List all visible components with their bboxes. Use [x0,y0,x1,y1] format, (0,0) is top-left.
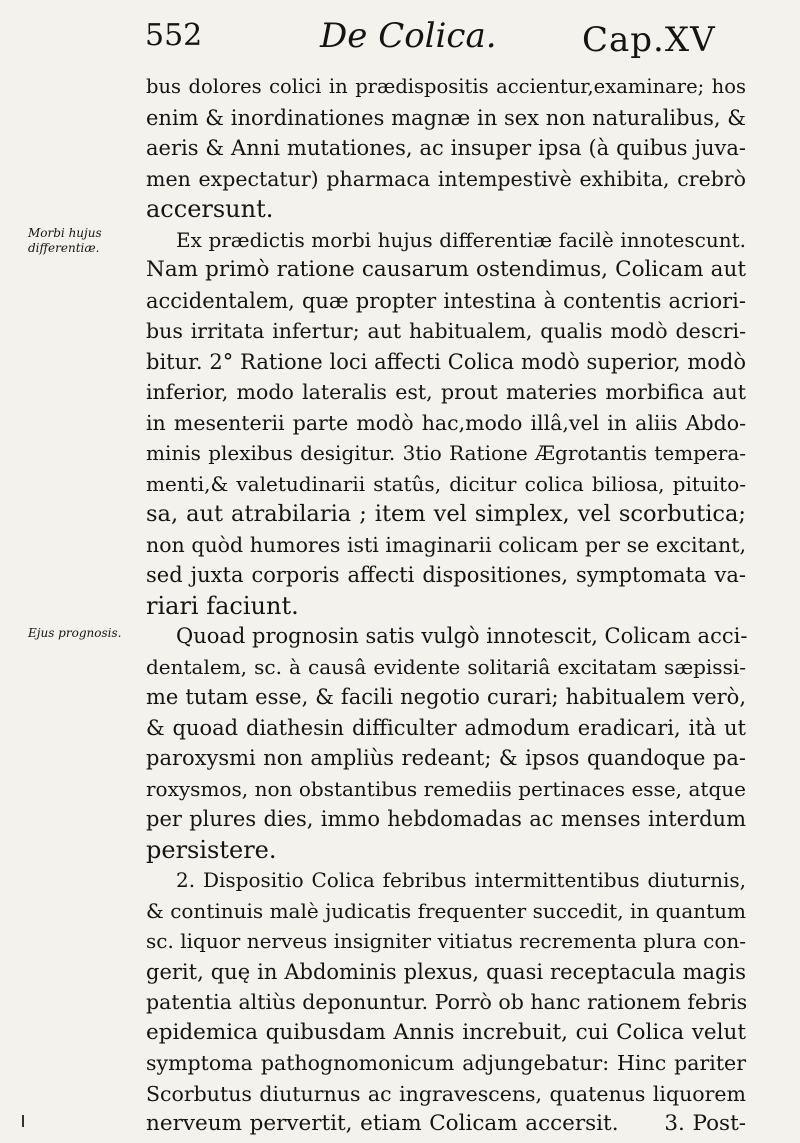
text-line: accidentalem, quæ propter intestina à contentis acriori- [146,288,746,313]
margin-note-line: Morbi hujus [28,226,102,240]
text-line: bitur. 2° Ratione loci affecti Colica modò superior, modò [146,349,746,374]
text-line: Nam primò ratione causarum ostendimus, Colicam aut [146,257,746,282]
text-line: gerit, quę in Abdominis plexus, quasi receptacula magis [146,959,746,984]
text-line: in mesenterii parte modò hac,modo illâ,vel in aliis Abdo- [146,410,746,435]
text-line: Quoad prognosin satis vulgò innotescit, Colicam acci- [176,624,748,648]
text-line: me tutam esse, & facili negotio curari; habitualem verò, [146,685,746,709]
page-number: 552 [145,18,203,53]
text-line: roxysmos, non obstantibus remediis pertinaces esse, atque [146,776,746,801]
text-line: accersunt. [146,195,274,223]
chapter-heading: Cap.XV [582,20,716,60]
text-line: 2. Dispositio Colica febribus intermittentibus diuturnis, [176,868,746,892]
text-line: persistere. [146,835,277,864]
text-line: Scorbutus diuturnus ac ingravescens, quatenus liquorem [146,1081,746,1106]
body-text [146,72,746,1140]
text-line: aeris & Anni mutationes, ac insuper ipsa (à quibus juva- [146,136,746,160]
text-line: bus dolores colici in prædispositis accientur,examinare; hos [146,75,746,98]
text-line: dentalem, sc. à causâ evidente solitariâ excitatam sæpissi- [146,654,746,679]
text-line: nerveum pervertit, etiam Colicam accersit. 3. Post- [146,1111,746,1136]
text-line: menti,& valetudinarii statûs, dicitur colica biliosa, pituito- [146,471,746,496]
text-line: & continuis malè judicatis frequenter succedit, in quantum [146,898,746,923]
text-line: per plures dies, immo hebdomadas ac menses interdum [146,807,746,831]
text-line: sa, aut atrabilaria ; item vel simplex, vel scorbutica; [146,501,746,527]
text-line: bus irritata infertur; aut habitualem, qualis modò descri- [146,319,746,343]
text-line: epidemica quibusdam Annis increbuit, cui Colica velut [146,1019,746,1045]
text-line: men expectatur) pharmaca intempestivè exhibita, crebrò [146,166,746,191]
text-line: & quoad diathesin difficulter admodum eradicari, ità ut [146,715,746,740]
text-line: inferior, modo lateralis est, prout materies morbifica aut [146,380,746,404]
margin-note-line: differentiæ. [28,241,100,255]
text-line: non quòd humores isti imaginarii colicam per se excitant, [146,532,746,557]
text-line: patentia altiùs deponuntur. Porrò ob hanc rationem febris [146,990,748,1014]
text-line: enim & inordinationes magnæ in sex non naturalibus, & [146,105,746,130]
margin-note-line: Ejus prognosis. [28,626,122,640]
text-line: Ex prædictis morbi hujus differentiæ facilè innotescunt. [176,227,746,252]
text-line: symptoma pathognomonicum adjungebatur: Hinc pariter [146,1051,746,1075]
text-line: minis plexibus desigitur. 3tio Ratione Ægrotantis tempera- [146,441,746,465]
text-line: riari faciunt. [146,591,299,620]
running-title: De Colica. [320,16,497,56]
margin-mark [22,1115,24,1127]
margin-note-differentiae [28,226,102,256]
text-line: sed juxta corporis affecti dispositiones, symptomata va- [146,563,746,587]
text-line: sc. liquor nerveus insigniter vitiatus recrementa plura con- [146,929,746,953]
margin-note-prognosis [28,626,121,641]
text-line: paroxysmi non ampliùs redeant; & ipsos quandoque pa- [146,746,746,770]
